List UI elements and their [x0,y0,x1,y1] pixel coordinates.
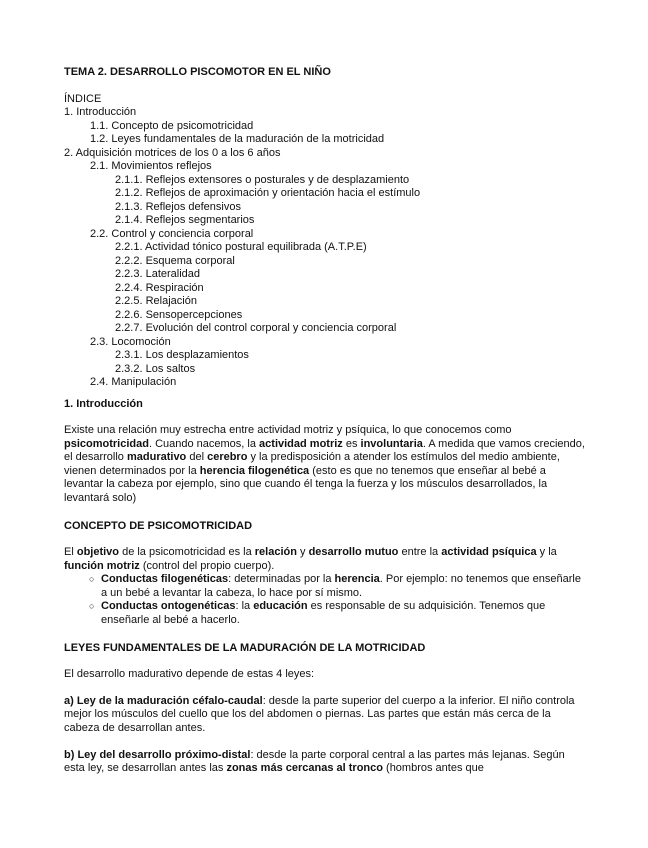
text-run: : desde la parte superior del cuerpo a la inferior. El niño controla mejor los músculos del cuello que los del abdomen o piernas. Las partes que están más cerca de la cabeza de desarrollan antes. [64,694,575,734]
section-heading-introduccion: 1. Introducción [64,397,143,410]
text-run: (hombros antes que [382,762,484,775]
text-run: de la psicomotricidad es la [119,546,255,559]
bold-run: a) Ley de la maduración céfalo-caudal [64,694,263,707]
section-heading-leyes: LEYES FUNDAMENTALES DE LA MADURACIÓN DE LA MOTRICIDAD [64,641,426,654]
toc-entry: 2. Adquisición motrices de los 0 a los 6 años [64,146,281,159]
toc-entry: 2.4. Manipulación [90,376,177,388]
text-run: . A medida que vamos creciendo, el desarrollo [64,437,585,464]
toc-entry: 2.1.1. Reflejos extensores o posturales y de desplazamiento [115,173,410,186]
concepto-paragraph [64,546,588,573]
toc-entry: 1. Introducción [64,106,137,118]
bold-run: b) Ley del desarrollo próximo-distal [64,748,251,761]
index-heading: ÍNDICE [64,92,102,105]
text-run: entre la [398,546,442,559]
bullet-item [64,600,588,627]
toc-entry: 2.2.2. Esquema corporal [115,254,235,267]
toc-entry: 2.3.2. Los saltos [115,362,196,375]
text-run: . Por ejemplo: no tenemos que enseñarle a un bebé a levantar la cabeza, lo hace por sí mismo. [101,573,581,599]
bold-run: Conductas filogenéticas [101,573,229,586]
toc-entry: 2.1. Movimientos reflejos [90,160,212,172]
bold-run: madurativo [126,451,187,464]
text-run: y [296,546,309,559]
toc-entry: 2.2.7. Evolución del control corporal y conciencia corporal [115,322,397,334]
bold-run: cerebro [207,451,248,464]
bold-run: psicomotricidad [64,437,149,450]
bold-run: actividad psíquica [441,546,537,559]
law-b-paragraph [64,749,588,776]
bold-run: actividad motriz [259,437,343,450]
text-run: del [186,451,208,464]
toc-entry: 1.1. Concepto de psicomotricidad [90,119,254,132]
bullet-item [64,573,588,600]
toc-entry: 2.2.3. Lateralidad [115,268,201,280]
text-run: (control del propio cuerpo). [139,559,275,572]
bold-run: Conductas ontogenéticas [101,600,236,613]
text-run: : determinadas por la [228,573,335,586]
bold-run: zonas más cercanas al tronco [226,762,383,775]
toc-entry: 2.1.2. Reflejos de aproximación y orientación hacia el estímulo [115,187,421,199]
text-run: : la [235,600,254,613]
bold-run: herencia filogenética [199,464,310,477]
bold-run: objetivo [76,546,120,559]
text-run: Existe una relación muy estrecha entre actividad motriz y psíquica, lo que conocemos como [64,424,512,436]
toc-entry: 2.2.6. Sensopercepciones [115,308,243,321]
table-of-contents [64,106,588,390]
bullet-circle-icon: ○ [89,601,95,612]
toc-entry: 2.2.5. Relajación [115,295,197,307]
bold-run: desarrollo mutuo [308,546,399,559]
bullet-circle-icon: ○ [89,574,95,585]
bold-run: herencia [334,573,380,586]
law-a-paragraph [64,695,588,736]
bold-run: relación [254,546,297,559]
text-run: El [64,546,77,559]
section-heading-concepto: CONCEPTO DE PSICOMOTRICIDAD [64,519,253,532]
bold-run: educación [253,600,308,613]
intro-paragraph [64,424,588,506]
text-run: es responsable de su adquisición. Tenemos que enseñarle al bebé a hacerlo. [101,600,546,627]
text-run: . Cuando nacemos, la [148,437,260,450]
leyes-intro: El desarrollo madurativo depende de estas 4 leyes: [64,668,315,681]
text-run: es [342,437,361,450]
toc-entry: 2.1.3. Reflejos defensivos [115,200,241,213]
text-run: y la [536,546,557,559]
toc-entry: 2.2.4. Respiración [115,281,204,294]
text-run: y la predisposición a atender los estímulos del medio ambiente, vienen determinados por la [64,451,560,477]
toc-entry: 2.3. Locomoción [90,335,171,348]
bold-run: función motriz [64,559,140,572]
document-title: TEMA 2. DESARROLLO PISCOMOTOR EN EL NIÑO [64,66,331,78]
toc-entry: 1.2. Leyes fundamentales de la maduración de la motricidad [90,133,385,145]
text-run: : desde la parte corporal central a las partes más lejanas. Según esta ley, se desarrollan antes las [64,748,565,775]
toc-entry: 2.3.1. Los desplazamientos [115,349,249,361]
text-run: (esto es que no tenemos que enseñar al bebé a levantar la cabeza por ejemplo, sino que cuando él tenga la fuerza y los músculos desarrollados, la levantará solo) [64,464,548,504]
toc-entry: 2.1.4. Reflejos segmentarios [115,214,255,226]
toc-entry: 2.2.1. Actividad tónico postural equilibrada (A.T.P.E) [115,241,367,253]
toc-entry: 2.2. Control y conciencia corporal [90,227,254,240]
bold-run: involuntaria [360,437,423,450]
